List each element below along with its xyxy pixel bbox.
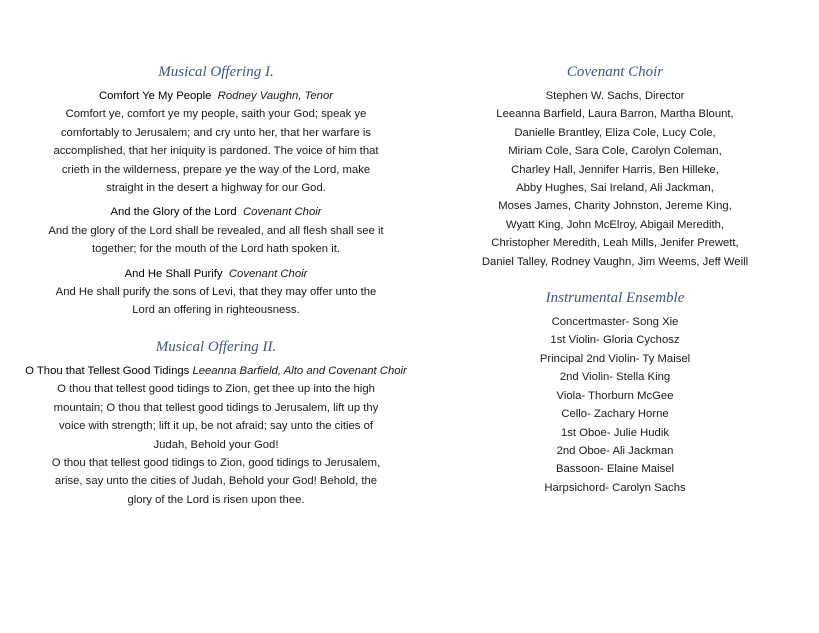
piece-title: And He Shall Purify xyxy=(124,267,223,280)
lyric-line: Comfort ye, comfort ye my people, saith your God; speak ye xyxy=(65,108,367,121)
ensemble-member: 1st Violin- Gloria Cychosz xyxy=(550,334,680,347)
section-heading-choir: Covenant Choir xyxy=(566,64,664,80)
piece-performer: Rodney Vaughn, Tenor xyxy=(217,90,334,102)
ensemble-member: Viola- Thorburn McGee xyxy=(556,389,674,402)
piece-title-line xyxy=(20,203,412,221)
lyric-line: glory of the Lord is risen upon thee. xyxy=(127,493,305,506)
choir-members-line: Wyatt King, John McElroy, Abigail Meredith, xyxy=(505,218,725,231)
ensemble-member: Bassoon- Elaine Maisel xyxy=(555,463,675,476)
choir-members-line: Charley Hall, Jennifer Harris, Ben Hilleke, xyxy=(511,163,719,176)
section-heading-ensemble: Instrumental Ensemble xyxy=(545,290,685,307)
right-column xyxy=(470,62,760,497)
ensemble-member: Cello- Zachary Horne xyxy=(561,408,669,421)
choir-director: Stephen W. Sachs, Director xyxy=(545,90,685,102)
choir-members-line: Christopher Meredith, Leah Mills, Jenifer Prewett, xyxy=(491,237,739,250)
piece-title-line xyxy=(20,87,412,105)
choir-members-line: Moses James, Charity Johnston, Jereme King, xyxy=(498,200,732,213)
ensemble-member: 2nd Violin- Stella King xyxy=(559,371,671,384)
ensemble-member: Concertmaster- Song Xie xyxy=(551,316,679,329)
lyric-line: straight in the desert a highway for our God. xyxy=(106,182,326,195)
lyric-line: crieth in the wilderness, prepare ye the way of the Lord, make xyxy=(61,163,371,176)
ensemble-member: Harpsichord- Carolyn Sachs xyxy=(544,481,686,494)
lyric-line: Lord an offering in righteousness. xyxy=(132,304,300,317)
piece-performer: Covenant Choir xyxy=(228,267,308,280)
lyric-line: mountain; O thou that tellest good tidings to Jerusalem, lift up thy xyxy=(53,401,379,414)
lyric-line: accomplished, that her iniquity is pardoned. The voice of him that xyxy=(53,145,379,158)
choir-members-line: Danielle Brantley, Eliza Cole, Lucy Cole, xyxy=(514,126,716,139)
lyric-line: And the glory of the Lord shall be revealed, and all flesh shall see it xyxy=(48,224,384,237)
ensemble-member: 1st Oboe- Julie Hudik xyxy=(561,426,669,439)
section-heading-offering-1: Musical Offering I. xyxy=(158,64,274,80)
lyric-line: O thou that tellest good tidings to Zion, good tidings to Jerusalem, xyxy=(51,456,381,469)
piece-title: O Thou that Tellest Good Tidings xyxy=(25,364,190,377)
piece-title-line xyxy=(20,362,412,380)
lyric-line: Judah, Behold your God! xyxy=(153,438,279,451)
piece-title-line xyxy=(20,265,412,283)
choir-members-line: Daniel Talley, Rodney Vaughn, Jim Weems, Jeff Weill xyxy=(481,255,749,268)
lyric-line: voice with strength; lift it up, be not afraid; say unto the cities of xyxy=(59,420,373,433)
piece-title: Comfort Ye My People xyxy=(98,90,212,102)
choir-members-line: Miriam Cole, Sara Cole, Carolyn Coleman, xyxy=(508,145,722,158)
choir-members-line: Abby Hughes, Sai Ireland, Ali Jackman, xyxy=(516,182,714,195)
choir-members-line: Leeanna Barfield, Laura Barron, Martha Blount, xyxy=(496,108,734,121)
section-heading-offering-2: Musical Offering II. xyxy=(155,338,277,355)
ensemble-member: Principal 2nd Violin- Ty Maisel xyxy=(539,352,691,365)
piece-performer: Leeanna Barfield, Alto and Covenant Choir xyxy=(192,364,407,377)
lyric-line: arise, say unto the cities of Judah, Behold your God! Behold, the xyxy=(54,475,378,488)
left-column xyxy=(20,62,412,509)
piece-performer: Covenant Choir xyxy=(243,206,322,219)
piece-title: And the Glory of the Lord xyxy=(110,206,237,219)
lyric-line: together; for the mouth of the Lord hath spoken it. xyxy=(91,243,341,256)
lyric-line: O thou that tellest good tidings to Zion, get thee up into the high xyxy=(57,383,375,396)
ensemble-member: 2nd Oboe- Ali Jackman xyxy=(556,444,674,457)
lyric-line: comfortably to Jerusalem; and cry unto her, that her warfare is xyxy=(60,126,372,139)
lyric-line: And He shall purify the sons of Levi, that they may offer unto the xyxy=(55,286,377,299)
